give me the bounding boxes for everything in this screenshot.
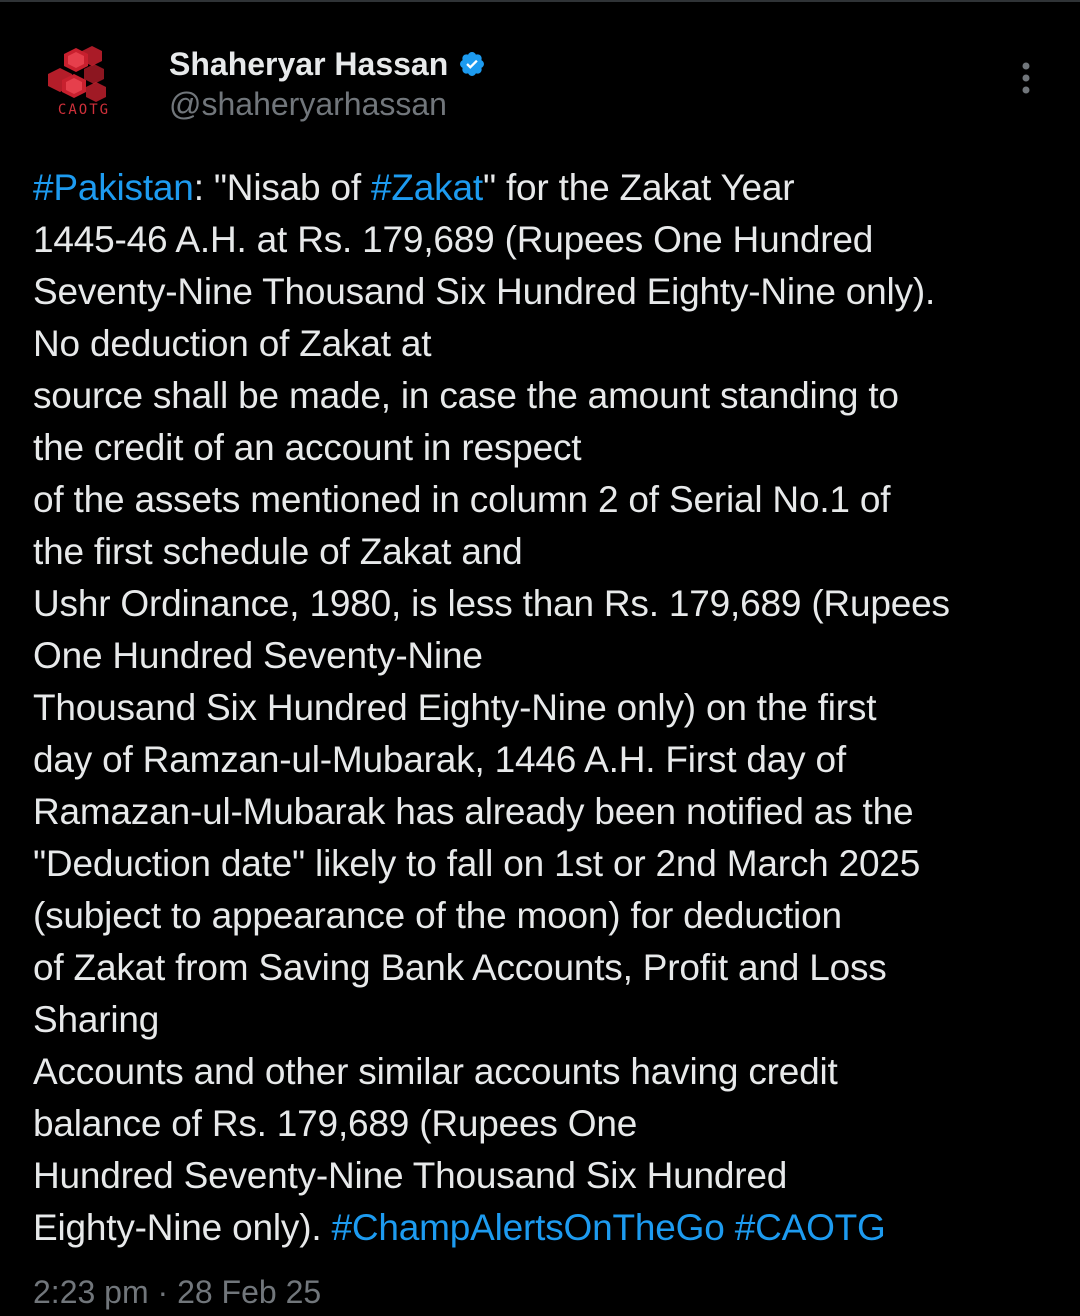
tweet-text-segment: " for the Zakat Year xyxy=(482,167,795,208)
hashtag-caotg[interactable]: #CAOTG xyxy=(734,1207,886,1248)
tweet-line: Ushr Ordinance, 1980, is less than Rs. 179,689 (Rupees xyxy=(33,583,950,624)
more-options-button[interactable] xyxy=(1004,56,1048,100)
hashtag-zakat[interactable]: #Zakat xyxy=(371,167,483,208)
author-handle[interactable]: @shaheryarhassan xyxy=(169,86,447,122)
tweet-body xyxy=(33,162,1063,1254)
avatar-label: CAOTG xyxy=(57,102,111,118)
tweet-line: of the assets mentioned in column 2 of Serial No.1 of xyxy=(33,479,891,520)
tweet-line: One Hundred Seventy-Nine xyxy=(33,635,483,676)
tweet-line: day of Ramzan-ul-Mubarak, 1446 A.H. First day of xyxy=(33,739,846,780)
tweet-line xyxy=(33,1202,1063,1254)
hashtag-pakistan[interactable]: #Pakistan xyxy=(33,167,194,208)
tweet-line: the first schedule of Zakat and xyxy=(33,531,523,572)
vertical-ellipsis-icon xyxy=(1020,60,1032,96)
author-name-row[interactable] xyxy=(169,44,486,84)
tweet-line xyxy=(33,162,1063,214)
tweet-line: Accounts and other similar accounts having credit xyxy=(33,1051,838,1092)
avatar[interactable] xyxy=(34,34,134,134)
tweet-line: Seventy-Nine Thousand Six Hundred Eighty-Nine only). xyxy=(33,271,936,312)
tweet-line: balance of Rs. 179,689 (Rupees One xyxy=(33,1103,638,1144)
caotg-logo-icon xyxy=(34,34,134,134)
tweet-line: Sharing xyxy=(33,999,160,1040)
tweet-line: source shall be made, in case the amount standing to xyxy=(33,375,899,416)
tweet-text-segment: Eighty-Nine only). xyxy=(33,1207,332,1248)
tweet-line: the credit of an account in respect xyxy=(33,427,582,468)
tweet-line: Thousand Six Hundred Eighty-Nine only) on the first xyxy=(33,687,877,728)
hashtag-champalertsonthego[interactable]: #ChampAlertsOnTheGo xyxy=(331,1207,725,1248)
top-divider xyxy=(0,0,1080,2)
tweet-line: 1445-46 A.H. at Rs. 179,689 (Rupees One Hundred xyxy=(33,219,874,260)
author-display-name[interactable]: Shaheryar Hassan xyxy=(169,45,449,82)
tweet-line: of Zakat from Saving Bank Accounts, Profit and Loss xyxy=(33,947,887,988)
tweet-line: (subject to appearance of the moon) for deduction xyxy=(33,895,842,936)
verified-badge-icon xyxy=(458,50,486,78)
tweet-timestamp[interactable]: 2:23 pm · 28 Feb 25 xyxy=(33,1274,322,1310)
tweet-text-segment: : "Nisab of xyxy=(193,167,372,208)
tweet-line: No deduction of Zakat at xyxy=(33,323,432,364)
tweet-line: "Deduction date" likely to fall on 1st or 2nd March 2025 xyxy=(33,843,921,884)
tweet-line: Ramazan-ul-Mubarak has already been notified as the xyxy=(33,791,914,832)
tweet-line: Hundred Seventy-Nine Thousand Six Hundred xyxy=(33,1155,788,1196)
